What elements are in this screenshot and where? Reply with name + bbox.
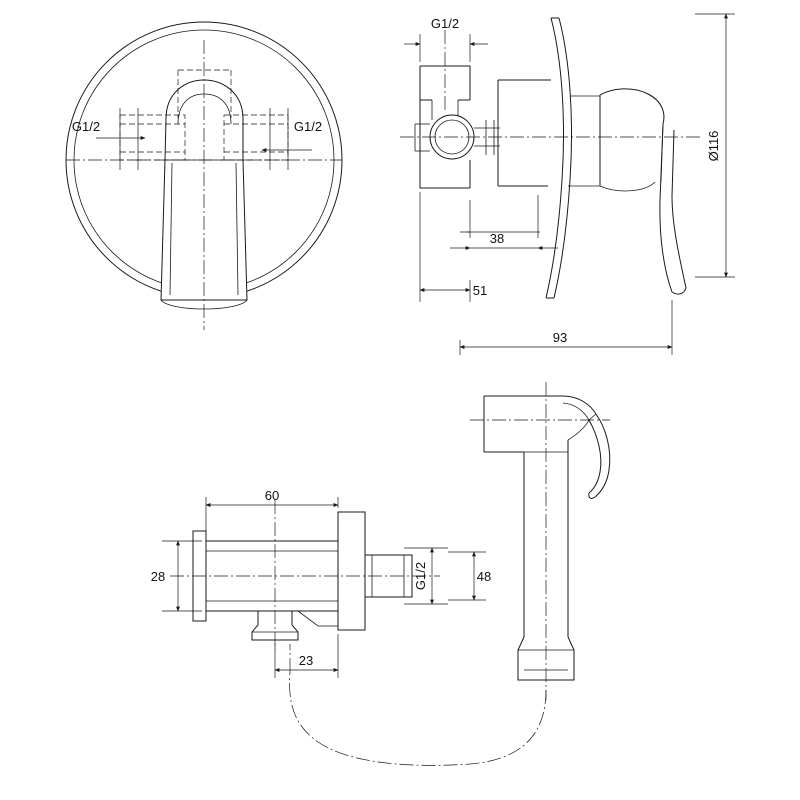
wall-bracket-view	[151, 488, 491, 678]
dim-depth-51: 51	[472, 283, 488, 298]
dim-bracket-60: 60	[264, 488, 280, 503]
dim-depth-38: 38	[489, 231, 505, 246]
dim-bracket-23: 23	[298, 653, 314, 668]
dim-front-left-thread: G1/2	[71, 119, 101, 134]
dim-front-right-thread: G1/2	[293, 119, 323, 134]
dim-bracket-28: 28	[150, 569, 166, 584]
dim-depth-93: 93	[552, 330, 568, 345]
dim-bracket-thread: G1/2	[413, 561, 428, 591]
dim-side-top-thread: G1/2	[430, 16, 460, 31]
dim-diameter: Ø116	[706, 130, 721, 162]
side-section-valve	[400, 14, 735, 355]
front-view-valve	[66, 22, 342, 330]
dim-bracket-48: 48	[476, 569, 492, 584]
